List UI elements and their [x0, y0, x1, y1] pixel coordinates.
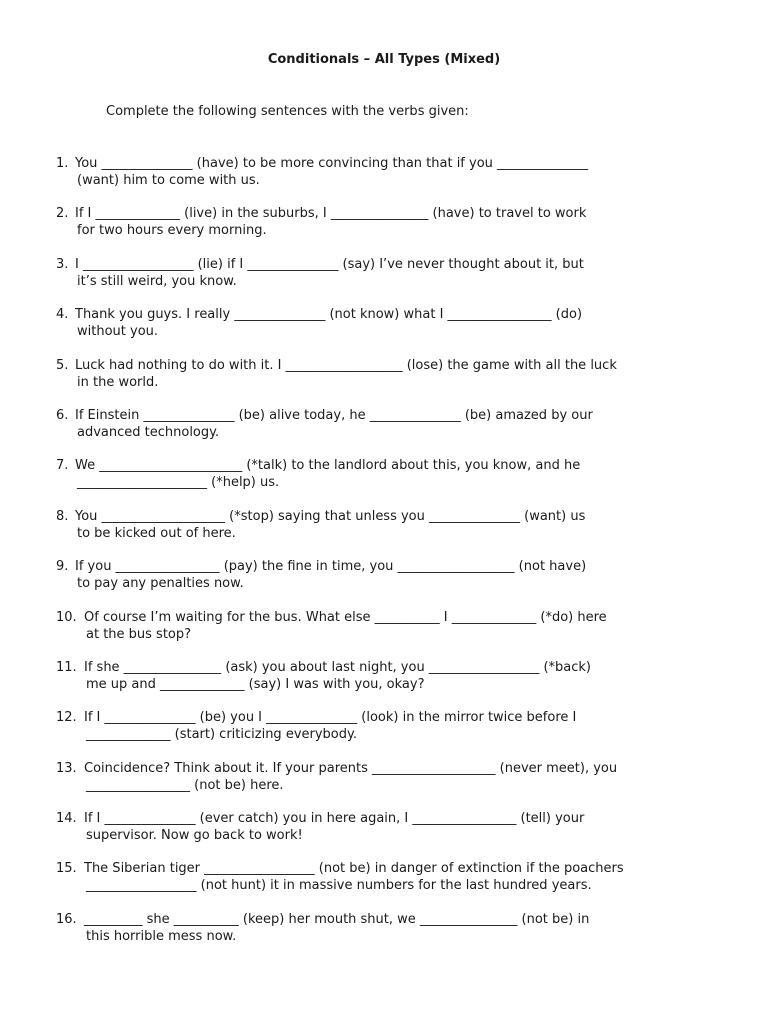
list-item — [0, 205, 768, 239]
list-item — [0, 256, 768, 290]
item-line-1: Of course I’m waiting for the bus. What else __________ I _____________ (*do) here — [84, 609, 607, 625]
item-line-1: If you ________________ (pay) the fine in time, you __________________ (not have) — [75, 559, 587, 575]
item-number: 7. — [56, 458, 69, 474]
item-line-2: this horrible mess now. — [86, 928, 237, 944]
item-line-1: Luck had nothing to do with it. I __________________ (lose) the game with all the luck — [75, 357, 617, 373]
item-line-2: supervisor. Now go back to work! — [86, 828, 303, 844]
instructions: Complete the following sentences with the verbs given: — [106, 104, 469, 119]
item-line-2: advanced technology. — [77, 424, 220, 440]
item-number: 5. — [56, 357, 69, 373]
item-line-1: You ______________ (have) to be more convincing than that if you ______________ — [75, 156, 589, 171]
list-item — [0, 407, 768, 441]
item-line-1: You ___________________ (*stop) saying that unless you ______________ (want) us — [75, 508, 586, 524]
item-line-1: Thank you guys. I really ______________ (not know) what I ________________ (do) — [75, 307, 583, 323]
item-line-1: The Siberian tiger _________________ (not be) in danger of extinction if the poachers — [84, 861, 624, 877]
item-number: 10. — [56, 609, 77, 625]
item-number: 11. — [56, 659, 77, 675]
item-line-2: it’s still weird, you know. — [77, 273, 237, 289]
item-line-2: for two hours every morning. — [77, 223, 267, 239]
item-line-2: at the bus stop? — [86, 626, 192, 642]
item-line-2: to be kicked out of here. — [77, 525, 236, 541]
item-number: 6. — [56, 407, 69, 423]
list-item — [0, 860, 768, 894]
list-item — [0, 155, 768, 189]
item-number: 16. — [56, 911, 77, 927]
item-line-2: (want) him to come with us. — [77, 173, 260, 188]
list-item — [0, 760, 768, 794]
item-line-1: Coincidence? Think about it. If your parents ___________________ (never meet), you — [84, 760, 618, 776]
item-number: 12. — [56, 710, 77, 726]
item-line-2: _____________ (start) criticizing everybody. — [86, 727, 357, 743]
item-line-1: If Einstein ______________ (be) alive today, he ______________ (be) amazed by our — [75, 407, 593, 423]
item-line-2: to pay any penalties now. — [77, 576, 244, 592]
item-number: 9. — [56, 559, 69, 575]
list-item — [0, 357, 768, 391]
list-item — [0, 508, 768, 542]
item-number: 3. — [56, 256, 69, 272]
item-line-1: If she _______________ (ask) you about last night, you _________________ (*back) — [84, 659, 591, 675]
item-number: 15. — [56, 861, 77, 877]
item-line-2: in the world. — [77, 374, 159, 390]
item-line-2: ________________ (not be) here. — [86, 777, 284, 793]
item-line-1: _________ she __________ (keep) her mouth shut, we _______________ (not be) in — [84, 911, 590, 927]
list-item — [0, 911, 768, 945]
item-line-2: me up and _____________ (say) I was with you, okay? — [86, 676, 425, 692]
item-line-1: If I ______________ (ever catch) you in here again, I ________________ (tell) your — [84, 811, 585, 827]
item-number: 13. — [56, 760, 77, 776]
exercise-list — [0, 155, 768, 961]
list-item — [0, 659, 768, 693]
item-number: 2. — [56, 206, 69, 222]
list-item — [0, 457, 768, 491]
list-item — [0, 709, 768, 743]
item-line-1: We ______________________ (*talk) to the landlord about this, you know, and he — [75, 458, 581, 474]
item-line-2: _________________ (not hunt) it in massive numbers for the last hundred years. — [86, 878, 592, 894]
item-line-2: without you. — [77, 324, 159, 340]
item-number: 1. — [56, 156, 69, 171]
list-item — [0, 306, 768, 340]
list-item — [0, 810, 768, 844]
item-number: 8. — [56, 508, 69, 524]
item-line-2: ____________________ (*help) us. — [77, 475, 280, 491]
item-line-1: If I _____________ (live) in the suburbs, I _______________ (have) to travel to work — [75, 206, 587, 222]
item-line-1: If I ______________ (be) you I ______________ (look) in the mirror twice before I — [84, 710, 577, 726]
item-number: 14. — [56, 811, 77, 827]
item-line-1: I _________________ (lie) if I ______________ (say) I’ve never thought about it, but — [75, 256, 584, 272]
worksheet-title: Conditionals – All Types (Mixed) — [267, 52, 501, 67]
list-item — [0, 558, 768, 592]
item-number: 4. — [56, 307, 69, 323]
list-item — [0, 609, 768, 643]
